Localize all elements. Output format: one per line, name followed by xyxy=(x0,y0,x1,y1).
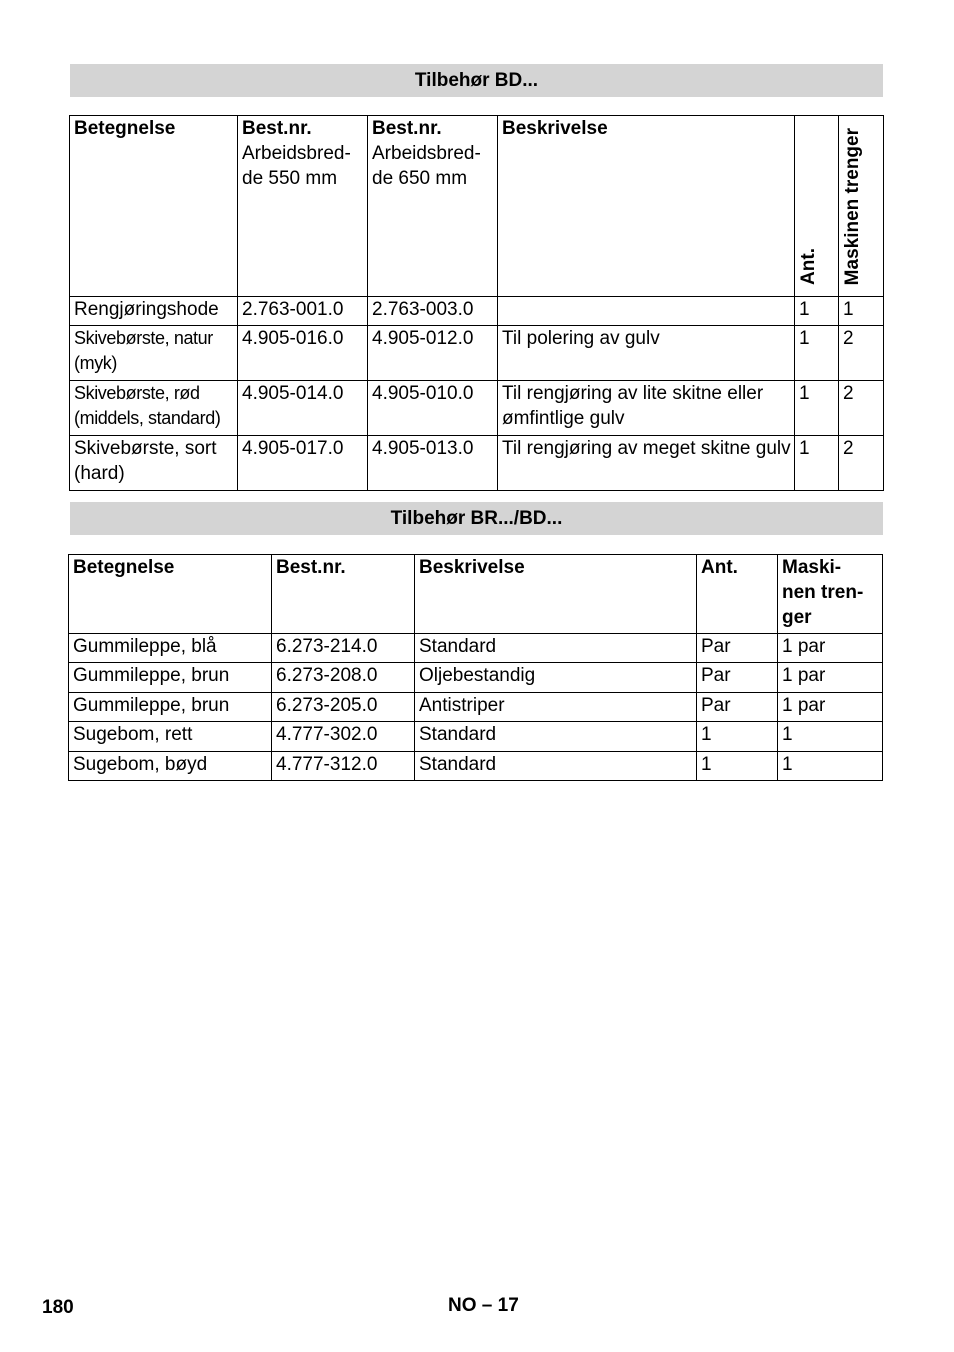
cell-name: Gummileppe, blå xyxy=(69,634,272,663)
cell-needs: 1 par xyxy=(778,634,883,663)
cell-name: Gummileppe, brun xyxy=(69,693,272,722)
cell-partno: 4.777-312.0 xyxy=(272,752,415,781)
cell-name: Sugebom, rett xyxy=(69,722,272,752)
table-header-row xyxy=(69,555,883,634)
cell-partno: 6.273-205.0 xyxy=(272,693,415,722)
cell-description: Til polering av gulv xyxy=(498,326,795,381)
cell-name: Skivebørste, rød (middels, standard) xyxy=(70,381,238,436)
cell-name: Gummileppe, brun xyxy=(69,663,272,693)
cell-qty: Par xyxy=(697,634,778,663)
table-header-row xyxy=(70,116,884,297)
cell-needs: 1 xyxy=(778,752,883,781)
cell-needs: 1 xyxy=(839,297,884,326)
section-title-br-bd: Tilbehør BR.../BD... xyxy=(70,502,883,535)
cell-description: Oljebestandig xyxy=(415,663,697,693)
cell-qty: 1 xyxy=(795,297,839,326)
cell-partno: 6.273-214.0 xyxy=(272,634,415,663)
cell-needs: 2 xyxy=(839,381,884,436)
section-page-label: NO – 17 xyxy=(448,1295,519,1316)
header-partno: Best.nr. xyxy=(272,555,415,634)
cell-partno-650: 4.905-013.0 xyxy=(368,436,498,491)
accessories-br-bd-table xyxy=(68,554,883,781)
cell-description: Til rengjøring av meget skitne gulv xyxy=(498,436,795,491)
cell-partno-550: 4.905-014.0 xyxy=(238,381,368,436)
table-row xyxy=(69,752,883,781)
cell-needs: 2 xyxy=(839,326,884,381)
cell-partno-550: 4.905-016.0 xyxy=(238,326,368,381)
header-qty: Ant. xyxy=(795,116,839,297)
cell-partno-550: 4.905-017.0 xyxy=(238,436,368,491)
cell-description: Standard xyxy=(415,634,697,663)
table-row xyxy=(69,663,883,693)
cell-partno-650: 4.905-010.0 xyxy=(368,381,498,436)
cell-needs: 1 par xyxy=(778,693,883,722)
table-row xyxy=(69,722,883,752)
page-number: 180 xyxy=(42,1297,74,1318)
table-row xyxy=(69,693,883,722)
cell-needs: 1 xyxy=(778,722,883,752)
header-machine-needs: Maskinen trenger xyxy=(839,116,884,297)
header-name: Betegnelse xyxy=(69,555,272,634)
table-row xyxy=(70,381,884,436)
cell-partno: 6.273-208.0 xyxy=(272,663,415,693)
header-description: Beskrivelse xyxy=(498,116,795,297)
header-partno-550: Best.nr. Arbeidsbred-de 550 mm xyxy=(238,116,368,297)
cell-name: Rengjøringshode xyxy=(70,297,238,326)
table-row xyxy=(70,326,884,381)
cell-partno-550: 2.763-001.0 xyxy=(238,297,368,326)
cell-needs: 1 par xyxy=(778,663,883,693)
table-row xyxy=(70,436,884,491)
section-title-bd: Tilbehør BD... xyxy=(70,64,883,97)
cell-qty: 1 xyxy=(795,381,839,436)
cell-description: Standard xyxy=(415,722,697,752)
table-row xyxy=(69,634,883,663)
table-row xyxy=(70,297,884,326)
header-partno-650: Best.nr. Arbeidsbred-de 650 mm xyxy=(368,116,498,297)
header-description: Beskrivelse xyxy=(415,555,697,634)
cell-description: Til rengjøring av lite skitne eller ømfintlige gulv xyxy=(498,381,795,436)
cell-qty: Par xyxy=(697,663,778,693)
cell-name: Skivebørste, natur (myk) xyxy=(70,326,238,381)
cell-name: Sugebom, bøyd xyxy=(69,752,272,781)
cell-qty: 1 xyxy=(795,326,839,381)
cell-partno: 4.777-302.0 xyxy=(272,722,415,752)
cell-partno-650: 4.905-012.0 xyxy=(368,326,498,381)
cell-description xyxy=(498,297,795,326)
header-machine-needs: Maski-nen tren-ger xyxy=(778,555,883,634)
cell-description: Standard xyxy=(415,752,697,781)
cell-needs: 2 xyxy=(839,436,884,491)
cell-qty: 1 xyxy=(697,752,778,781)
header-name: Betegnelse xyxy=(70,116,238,297)
cell-description: Antistriper xyxy=(415,693,697,722)
cell-name: Skivebørste, sort (hard) xyxy=(70,436,238,491)
cell-qty: 1 xyxy=(697,722,778,752)
header-qty: Ant. xyxy=(697,555,778,634)
cell-qty: 1 xyxy=(795,436,839,491)
cell-partno-650: 2.763-003.0 xyxy=(368,297,498,326)
cell-qty: Par xyxy=(697,693,778,722)
accessories-bd-table xyxy=(69,115,884,491)
